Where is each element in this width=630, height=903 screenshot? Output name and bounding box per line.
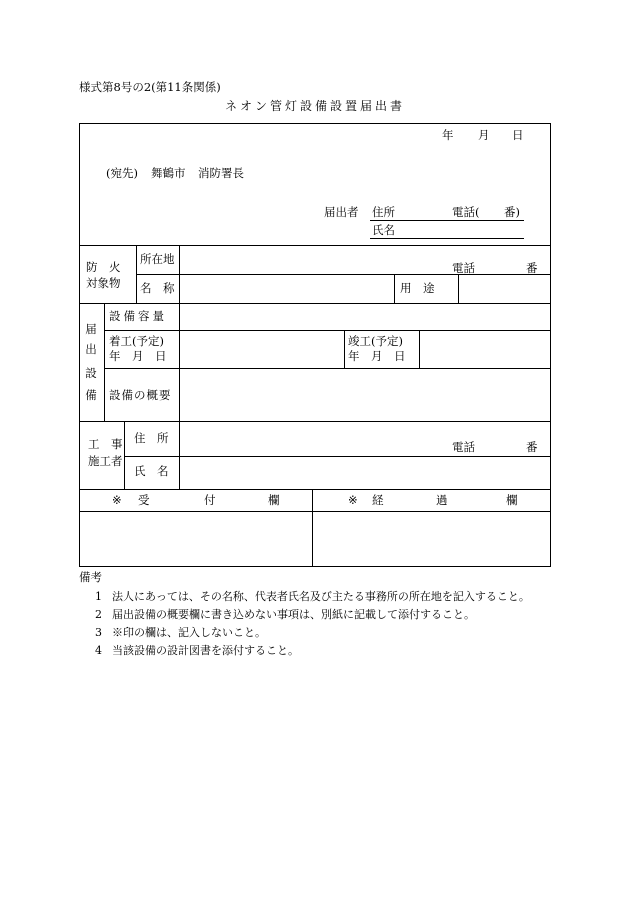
divider-dates xyxy=(104,368,550,369)
progress-column-char-1: 経 xyxy=(372,493,384,507)
fire-target-phone-label: 電話 xyxy=(452,261,475,275)
notifier-phone-suffix: 番) xyxy=(504,205,520,219)
fire-target-name-label: 名 称 xyxy=(140,281,175,295)
notifier-phone-label: 電話( xyxy=(452,205,480,219)
notifier-name-label: 氏名 xyxy=(372,223,395,237)
divider-equipment-side xyxy=(104,303,105,421)
note-text: 当該設備の設計図書を添付すること。 xyxy=(112,644,299,657)
note-number: 4 xyxy=(95,644,102,657)
contractor-address-label: 住 所 xyxy=(134,431,169,445)
divider-columns-header xyxy=(80,511,550,512)
divider-contractor xyxy=(80,489,550,490)
progress-column-char-3: 欄 xyxy=(506,493,518,507)
divider-completion-right xyxy=(419,330,420,368)
contractor-phone-label: 電話 xyxy=(452,440,475,454)
equipment-side-label-1: 届 xyxy=(85,322,97,336)
contractor-label-line1: 工 事 xyxy=(88,437,123,451)
contractor-label-line2: 施工者 xyxy=(88,454,123,468)
receipt-column-char-2: 付 xyxy=(204,493,216,507)
contractor-name-label: 氏 名 xyxy=(134,464,169,478)
progress-column-mark: ※ xyxy=(348,493,358,507)
equipment-start-label-line2: 年 月 日 xyxy=(109,349,167,363)
divider-contractor-label xyxy=(124,421,125,489)
notifier-address-underline xyxy=(370,220,524,221)
divider-fire-target xyxy=(80,303,550,304)
divider-capacity xyxy=(104,330,550,331)
equipment-overview-label: 設備の概要 xyxy=(109,388,172,402)
notes-heading: 備考 xyxy=(79,570,102,584)
fire-target-label-line2: 対象物 xyxy=(86,276,121,290)
divider-usage-left xyxy=(394,274,395,303)
note-number: 3 xyxy=(95,626,102,639)
note-number: 2 xyxy=(95,608,102,621)
progress-column-char-2: 過 xyxy=(436,493,448,507)
notifier-name-underline xyxy=(370,238,524,239)
divider-fire-target-field xyxy=(179,245,180,303)
equipment-completion-label-line1: 竣工(予定) xyxy=(348,334,403,348)
note-text: 法人にあっては、その名称、代表者氏名及び主たる事務所の所在地を記入すること。 xyxy=(112,590,530,603)
note-text: ※印の欄は、記入しないこと。 xyxy=(112,626,266,639)
form-number: 様式第8号の2(第11条関係) xyxy=(79,80,221,94)
divider-columns xyxy=(312,489,313,566)
notifier-address-label: 住所 xyxy=(372,205,395,219)
equipment-completion-label-line2: 年 月 日 xyxy=(348,349,406,363)
notifier-label: 届出者 xyxy=(324,205,359,219)
divider-contractor-mid xyxy=(124,456,550,457)
form-title: ネオン管灯設備設置届出書 xyxy=(224,99,405,113)
divider-equipment xyxy=(80,421,550,422)
date-day-label: 日 xyxy=(512,128,524,142)
addressee-chief: 消防署長 xyxy=(198,166,244,180)
fire-target-number-suffix: 番 xyxy=(526,261,538,275)
fire-target-label-line1: 防 火 xyxy=(86,260,121,274)
receipt-column-mark: ※ xyxy=(112,493,122,507)
receipt-column-char-1: 受 xyxy=(138,493,150,507)
note-number: 1 xyxy=(95,590,102,603)
contractor-number-suffix: 番 xyxy=(526,440,538,454)
date-month-label: 月 xyxy=(478,128,490,142)
notification-form-table xyxy=(79,123,551,567)
divider-contractor-field xyxy=(179,421,180,489)
equipment-side-label-2: 出 xyxy=(85,342,97,356)
note-text: 届出設備の概要欄に書き込めない事項は、別紙に記載して添付すること。 xyxy=(112,608,475,621)
date-year-label: 年 xyxy=(442,128,454,142)
divider-fire-target-mid xyxy=(136,274,550,275)
equipment-capacity-label: 設備容量 xyxy=(109,309,167,323)
receipt-column-char-3: 欄 xyxy=(268,493,280,507)
fire-target-location-label: 所在地 xyxy=(140,252,175,266)
divider-header xyxy=(80,245,550,246)
divider-usage-right xyxy=(458,274,459,303)
equipment-side-label-3: 設 xyxy=(85,366,97,380)
addressee-prefix: (宛先) xyxy=(106,166,138,180)
fire-target-usage-label: 用 途 xyxy=(400,281,435,295)
divider-fire-target-label xyxy=(136,245,137,303)
equipment-side-label-4: 備 xyxy=(85,388,97,402)
equipment-start-label-line1: 着工(予定) xyxy=(109,334,164,348)
divider-completion-left xyxy=(344,330,345,368)
divider-equipment-field xyxy=(179,303,180,421)
addressee-city: 舞鶴市 xyxy=(151,166,186,180)
